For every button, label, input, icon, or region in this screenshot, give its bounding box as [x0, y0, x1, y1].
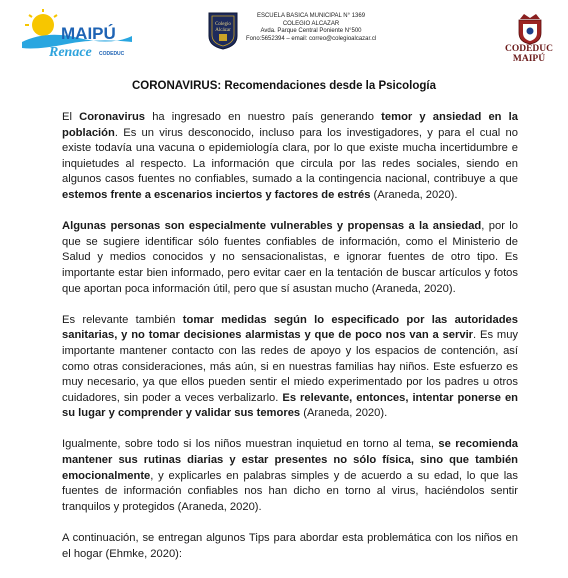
logo-sub-text: CODEDUC [99, 51, 125, 57]
logo-brand-text: MAIPÚ [61, 24, 116, 43]
text-run: (Araneda, 2020). [300, 407, 388, 420]
school-info-line: Fono:5652394 – email: correo@colegioalcazar.cl [246, 35, 377, 42]
bold-text-run: estemos frente a escenarios inciertos y factores de estrés [62, 188, 371, 201]
text-run: El [62, 111, 80, 123]
text-run: A continuación, se entregan algunos Tips para abordar esta problemática con los niños en el hogar (Ehmke, 2020): [62, 532, 518, 560]
text-run: . Es muy importante mantener contacto con las redes de apoyo y los espacios de contención, así como otras consideraciones, más aún, si en nuestras familias hay niños. Este esfuerzo es muy necesario, ya que ellos pueden sentir el miedo experimentado por los padres u otros cuidadores, sin poder a veces verbalizarlo. [62, 329, 519, 404]
codeduc-line-2: MAIPÚ [512, 54, 546, 64]
codeduc-crest-icon [516, 13, 544, 45]
text-run: , y explicarles en palabras simples y de acuerdo a su edad, lo que las fuentes de información confiables nos han dicho en torno al virus, haciéndolos sentir tranquilos y protegidos (Araneda, 2020). [62, 469, 518, 513]
text-run: , por lo que se sugiere identificar sólo fuentes confiables de información, como el Ministerio de Salud y medios conocidos y no sensacionalistas, e ignorar fuentes de otro tipo. Es importante estar bien informado, pero evitar caer en la tentación de buscar artículos y fotos que aportan poca información útil, pero que sí asustan mucho (Araneda, 2020). [62, 220, 518, 295]
text-run: (Araneda, 2020). [370, 188, 458, 201]
colegio-alcazar-crest [208, 12, 238, 50]
bold-text-run: tomar medidas según lo especificado por las autoridades sanitarias, y no tomar decisiones alarmistas y que de poco nos van a servir [62, 313, 518, 342]
school-info-line: ESCUELA BASICA MUNICIPAL N° 1369 [256, 13, 366, 19]
document-body [62, 110, 518, 578]
paragraph-4 [62, 437, 518, 515]
paragraph-5 [62, 531, 518, 562]
bold-text-run: Coronavirus [79, 111, 146, 123]
logo-tagline-text: Renace [49, 45, 92, 60]
school-info-line: COLEGIO ALCAZAR [282, 20, 340, 27]
crest-text-line-2: Alcázar [215, 28, 231, 33]
crest-text-line-1: Colegio [215, 22, 231, 27]
text-run: . Es un virus desconocido, incluso para los investigadores, y para el cual no existe todavía una vacuna o epidemiología clara, por lo que existe mucha incertidumbre e inquietudes al respecto. La información que circula por las redes sociales, siendo en algunos casos fuentes no confiables, sumado a la contingencia nacional, contribuye a que [62, 126, 518, 186]
paragraph-1 [62, 110, 518, 204]
school-info-line: Avda. Parque Central Poniente N°500 [260, 28, 362, 35]
bold-text-run: se recomienda mantener sus rutinas diarias y estar presentes no sólo física, sino que también emocionalmente [62, 438, 518, 482]
bold-text-run: Es relevante, entonces, intentar ponerse en su lugar y comprender y validar sus temores [62, 391, 518, 420]
paragraph-2 [62, 219, 518, 297]
bold-text-run: Algunas personas son especialmente vulnerables y propensas a la ansiedad [62, 220, 482, 233]
bold-text-run: temor y ansiedad en la población [62, 111, 519, 139]
text-run: Igualmente, sobre todo si los niños muestran inquietud en torno al tema, [62, 438, 439, 451]
school-info-block [246, 13, 376, 43]
text-run: ha ingresado en nuestro país generando [145, 111, 382, 123]
document-title: CORONAVIRUS: Recomendaciones desde la Psicología [132, 80, 436, 92]
maipu-renace-logo [17, 8, 137, 64]
text-run: Es relevante también [62, 313, 183, 326]
paragraph-3 [62, 313, 518, 422]
codeduc-line-1: CODEDUC [504, 44, 554, 54]
codeduc-maipu-logo-text [494, 44, 564, 64]
